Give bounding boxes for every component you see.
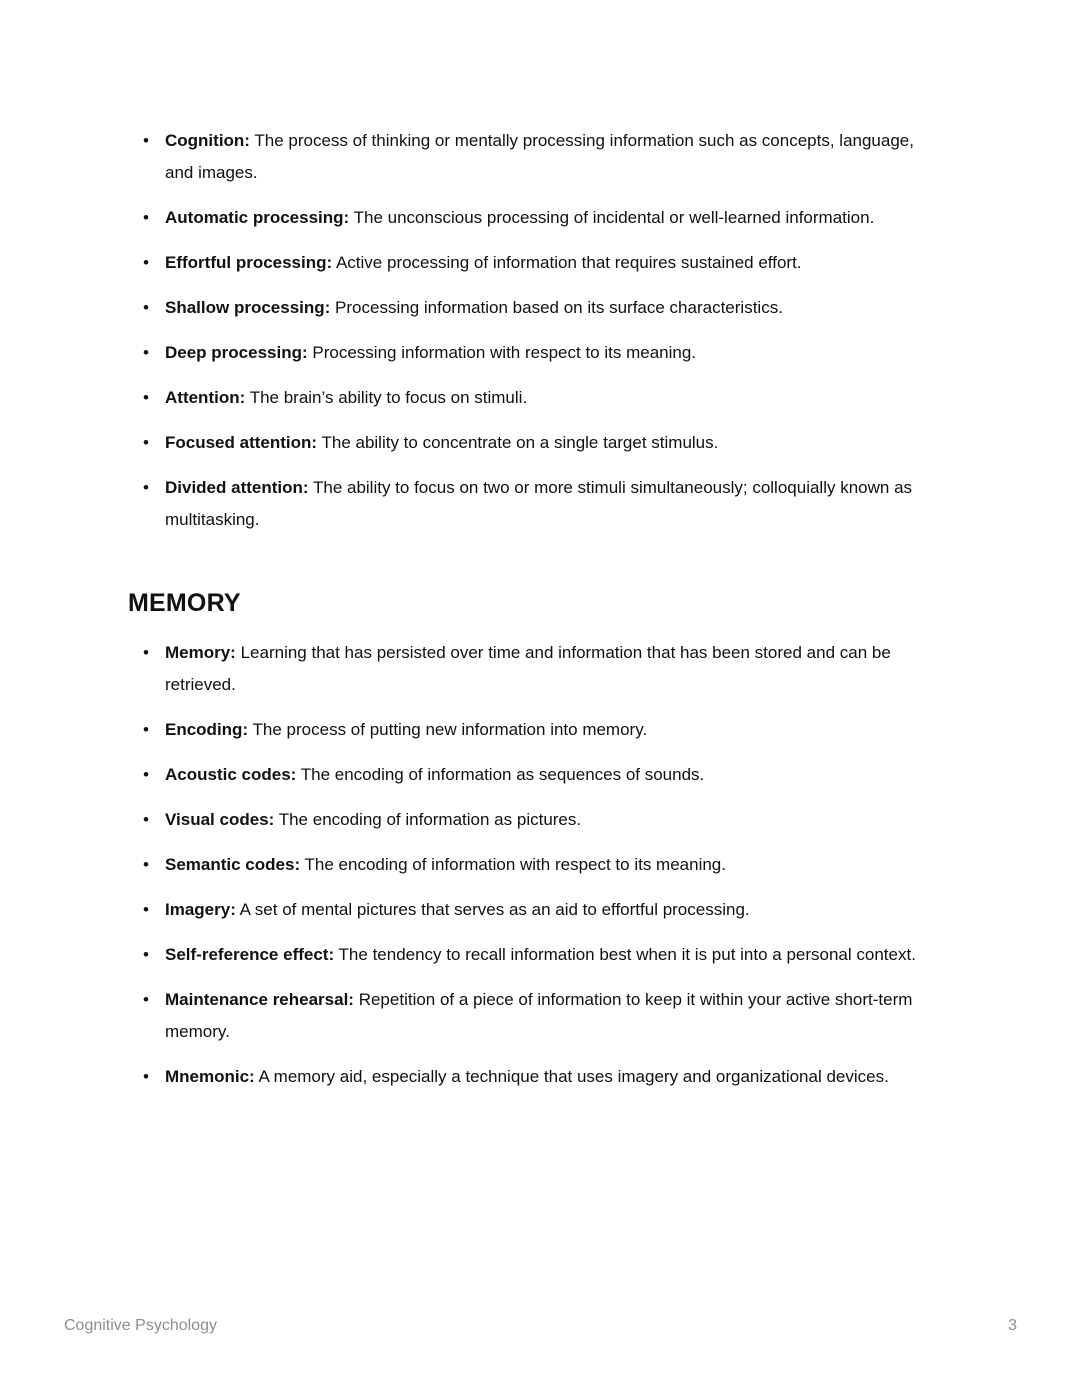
- bullet-marker: •: [143, 478, 149, 497]
- definition-text: The process of thinking or mentally processing information such as concepts, language, and images.: [165, 131, 914, 182]
- bullet-marker: •: [143, 900, 149, 919]
- definition-item: [128, 849, 945, 881]
- definition-item: [128, 292, 945, 324]
- bullet-marker: •: [143, 433, 149, 452]
- section-heading-memory: MEMORY: [128, 589, 241, 617]
- bullet-marker: •: [143, 855, 149, 874]
- definition-text: The ability to concentrate on a single target stimulus.: [321, 433, 719, 452]
- definition-term: Automatic processing:: [165, 208, 350, 227]
- definition-item: [128, 427, 945, 459]
- definition-item: [128, 894, 945, 926]
- bullet-marker: •: [143, 131, 149, 150]
- footer-page-number: 3: [1008, 1317, 1017, 1334]
- definition-text: A memory aid, especially a technique that uses imagery and organizational devices.: [258, 1067, 889, 1086]
- bullet-marker: •: [143, 388, 149, 407]
- definition-item: [128, 472, 945, 536]
- bullet-marker: •: [143, 208, 149, 227]
- definitions-list-memory: [128, 637, 945, 1093]
- definition-text: Processing information with respect to its meaning.: [312, 343, 697, 362]
- definition-term: Maintenance rehearsal:: [165, 990, 354, 1009]
- definition-term: Focused attention:: [165, 433, 318, 452]
- footer-doc-title: Cognitive Psychology: [64, 1317, 217, 1334]
- definition-text: The tendency to recall information best when it is put into a personal context.: [338, 945, 916, 964]
- definition-term: Memory:: [165, 643, 236, 662]
- definition-text: The unconscious processing of incidental or well-learned information.: [353, 208, 875, 227]
- bullet-marker: •: [143, 643, 149, 662]
- page-footer: [64, 1316, 1017, 1336]
- definition-term: Attention:: [165, 388, 246, 407]
- definition-item: [128, 125, 945, 189]
- definition-item: [128, 1061, 945, 1093]
- definition-text: The ability to focus on two or more stimuli simultaneously; colloquially known as multitasking.: [165, 478, 913, 529]
- definition-item: [128, 939, 945, 971]
- definition-item: [128, 202, 945, 234]
- definition-term: Self-reference effect:: [165, 945, 335, 964]
- bullet-marker: •: [143, 765, 149, 784]
- definition-item: [128, 804, 945, 836]
- bullet-marker: •: [143, 343, 149, 362]
- definition-text: The process of putting new information into memory.: [252, 720, 648, 739]
- definitions-list-cognition: [128, 125, 945, 536]
- bullet-marker: •: [143, 253, 149, 272]
- definition-text: Processing information based on its surface characteristics.: [335, 298, 783, 317]
- definition-item: [128, 382, 945, 414]
- bullet-marker: •: [143, 810, 149, 829]
- definition-text: Learning that has persisted over time and information that has been stored and can be retrieved.: [165, 643, 891, 694]
- definition-text: The encoding of information with respect to its meaning.: [304, 855, 726, 874]
- definition-term: Cognition:: [165, 131, 250, 150]
- definition-text: The encoding of information as sequences of sounds.: [300, 765, 705, 784]
- definition-text: Active processing of information that requires sustained effort.: [335, 253, 802, 272]
- definition-text: The encoding of information as pictures.: [278, 810, 582, 829]
- bullet-marker: •: [143, 298, 149, 317]
- definition-item: [128, 247, 945, 279]
- definition-term: Semantic codes:: [165, 855, 301, 874]
- bullet-marker: •: [143, 945, 149, 964]
- bullet-marker: •: [143, 990, 149, 1009]
- definition-item: [128, 759, 945, 791]
- bullet-marker: •: [143, 1067, 149, 1086]
- definition-term: Imagery:: [165, 900, 236, 919]
- definition-item: [128, 714, 945, 746]
- definition-text: Repetition of a piece of information to keep it within your active short-term memory.: [165, 990, 913, 1041]
- definition-text: A set of mental pictures that serves as an aid to effortful processing.: [239, 900, 750, 919]
- bullet-marker: •: [143, 720, 149, 739]
- definition-item: [128, 637, 945, 701]
- definition-term: Mnemonic:: [165, 1067, 255, 1086]
- definition-term: Visual codes:: [165, 810, 275, 829]
- definition-term: Acoustic codes:: [165, 765, 297, 784]
- definition-item: [128, 984, 945, 1048]
- definition-text: The brain’s ability to focus on stimuli.: [249, 388, 528, 407]
- definition-term: Deep processing:: [165, 343, 308, 362]
- definition-term: Shallow processing:: [165, 298, 331, 317]
- page-content: [128, 125, 945, 1106]
- definition-item: [128, 337, 945, 369]
- definition-term: Divided attention:: [165, 478, 309, 497]
- definition-term: Effortful processing:: [165, 253, 333, 272]
- definition-term: Encoding:: [165, 720, 249, 739]
